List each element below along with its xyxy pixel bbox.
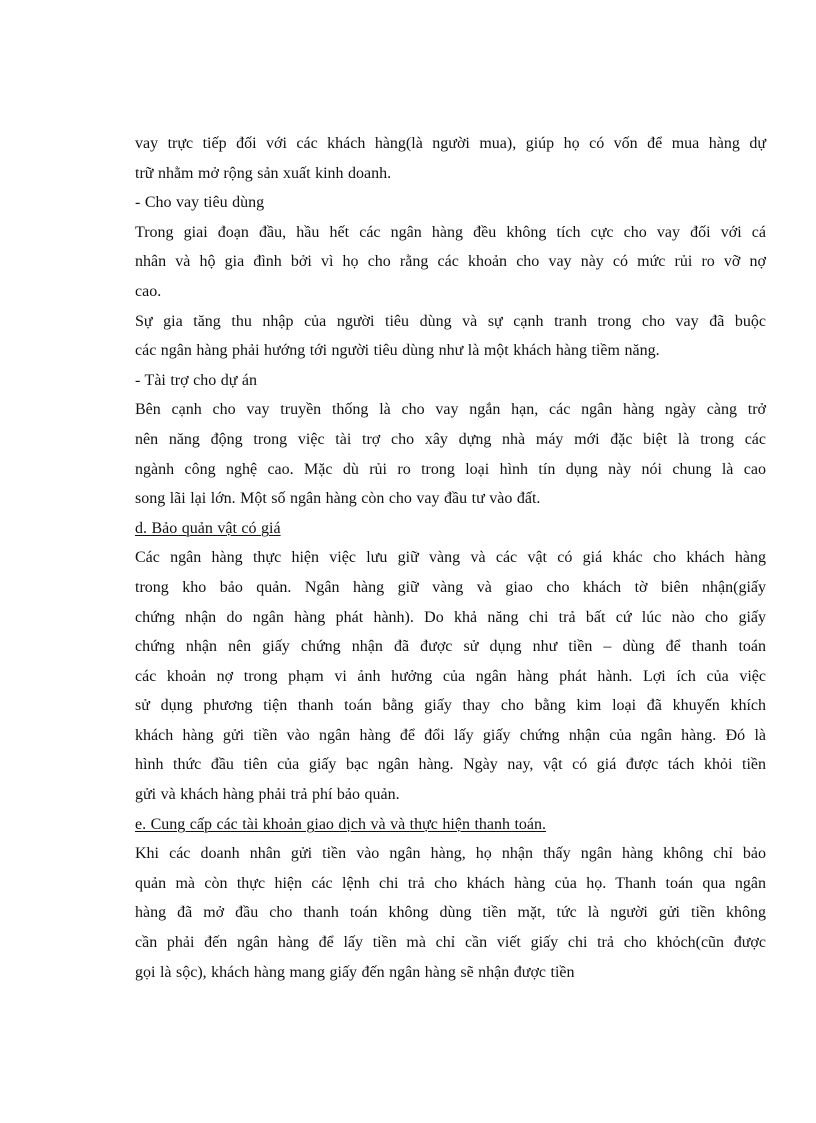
text-line: vay trực tiếp đối với các khách hàng(là người mua), giúp họ có vốn để mua hàng dự [135,135,766,152]
text-line: hàng đã mở đầu cho thanh toán không dùng tiền mặt, tức là người gửi tiền không [135,904,766,922]
text-line: Các ngân hàng thực hiện việc lưu giữ vàng và các vật có giá khác cho khách hàng [135,549,766,567]
text-line: chứng nhận do ngân hàng phát hành). Do khả năng chi trả bất cứ lúc nào cho giấy [135,608,766,626]
text-line: trữ nhằm mở rộng sản xuất kinh doanh. [135,164,392,182]
text-line: quản mà còn thực hiện các lệnh chi trả cho khách hàng của họ. Thanh toán qua ngân [135,874,766,892]
text-line: chứng nhận nên giấy chứng nhận đã được sử dụng như tiền – dùng để thanh toán [135,638,766,656]
text-line: song lãi lại lớn. Một số ngân hàng còn cho vay đầu tư vào đất. [135,490,541,508]
subsection-label-consumer-loans: - Cho vay tiêu dùng [135,194,265,212]
text-line: Khi các doanh nhân gửi tiền vào ngân hàng, họ nhận thấy ngân hàng không chỉ bảo [135,845,766,863]
text-line: khách hàng gửi tiền vào ngân hàng để đổi lấy giấy chứng nhận của ngân hàng. Đó là [135,726,766,744]
text-line: Bên cạnh cho vay truyền thống là cho vay ngắn hạn, các ngân hàng ngày càng trở [135,401,766,419]
text-line: các ngân hàng phải hướng tới người tiêu dùng như là một khách hàng tiềm năng. [135,342,660,360]
text-line: các khoản nợ trong phạm vi ảnh hưởng của ngân hàng phát hành. Lợi ích của việc [135,667,766,685]
section-heading-d: d. Bảo quản vật có giá [135,519,281,537]
text-line: trong kho bảo quản. Ngân hàng giữ vàng và giao cho khách tờ biên nhận(giấy [135,578,766,596]
text-line: sử dụng phương tiện thanh toán bằng giấy thay cho bằng kim loại đã khuyến khích [135,697,766,715]
document-body [135,129,766,987]
text-line: ngành công nghệ cao. Mặc dù rủi ro trong loại hình tín dụng này nói chung là cao [135,460,766,478]
text-line: nên năng động trong việc tài trợ cho xây dựng nhà máy mới đặc biệt là trong các [135,430,766,448]
text-line: cần phải đến ngân hàng để lấy tiền mà chỉ cần viết giấy chi trả cho khỏch(cũn được [135,934,766,952]
text-line: gọi là sộc), khách hàng mang giấy đến ngân hàng sẽ nhận được tiền [135,963,575,981]
text-line: gửi và khách hàng phải trả phí bảo quản. [135,786,400,804]
text-line: cao. [135,282,162,300]
section-heading-e: e. Cung cấp các tài khoản giao dịch và và thực hiện thanh toán. [135,815,547,833]
text-line: nhân và hộ gia đình bởi vì họ cho rằng các khoản cho vay này có mức rủi ro vỡ nợ [135,253,766,271]
text-line: hình thức đầu tiên của giấy bạc ngân hàng. Ngày nay, vật có giá được tách khỏi tiền [135,756,766,774]
text-line: Trong giai đoạn đầu, hầu hết các ngân hàng đều không tích cực cho vay đối với cá [135,223,766,241]
subsection-label-project-finance: - Tài trợ cho dự án [135,371,257,389]
text-line: Sự gia tăng thu nhập của người tiêu dùng và sự cạnh tranh trong cho vay đã buộc [135,312,766,330]
